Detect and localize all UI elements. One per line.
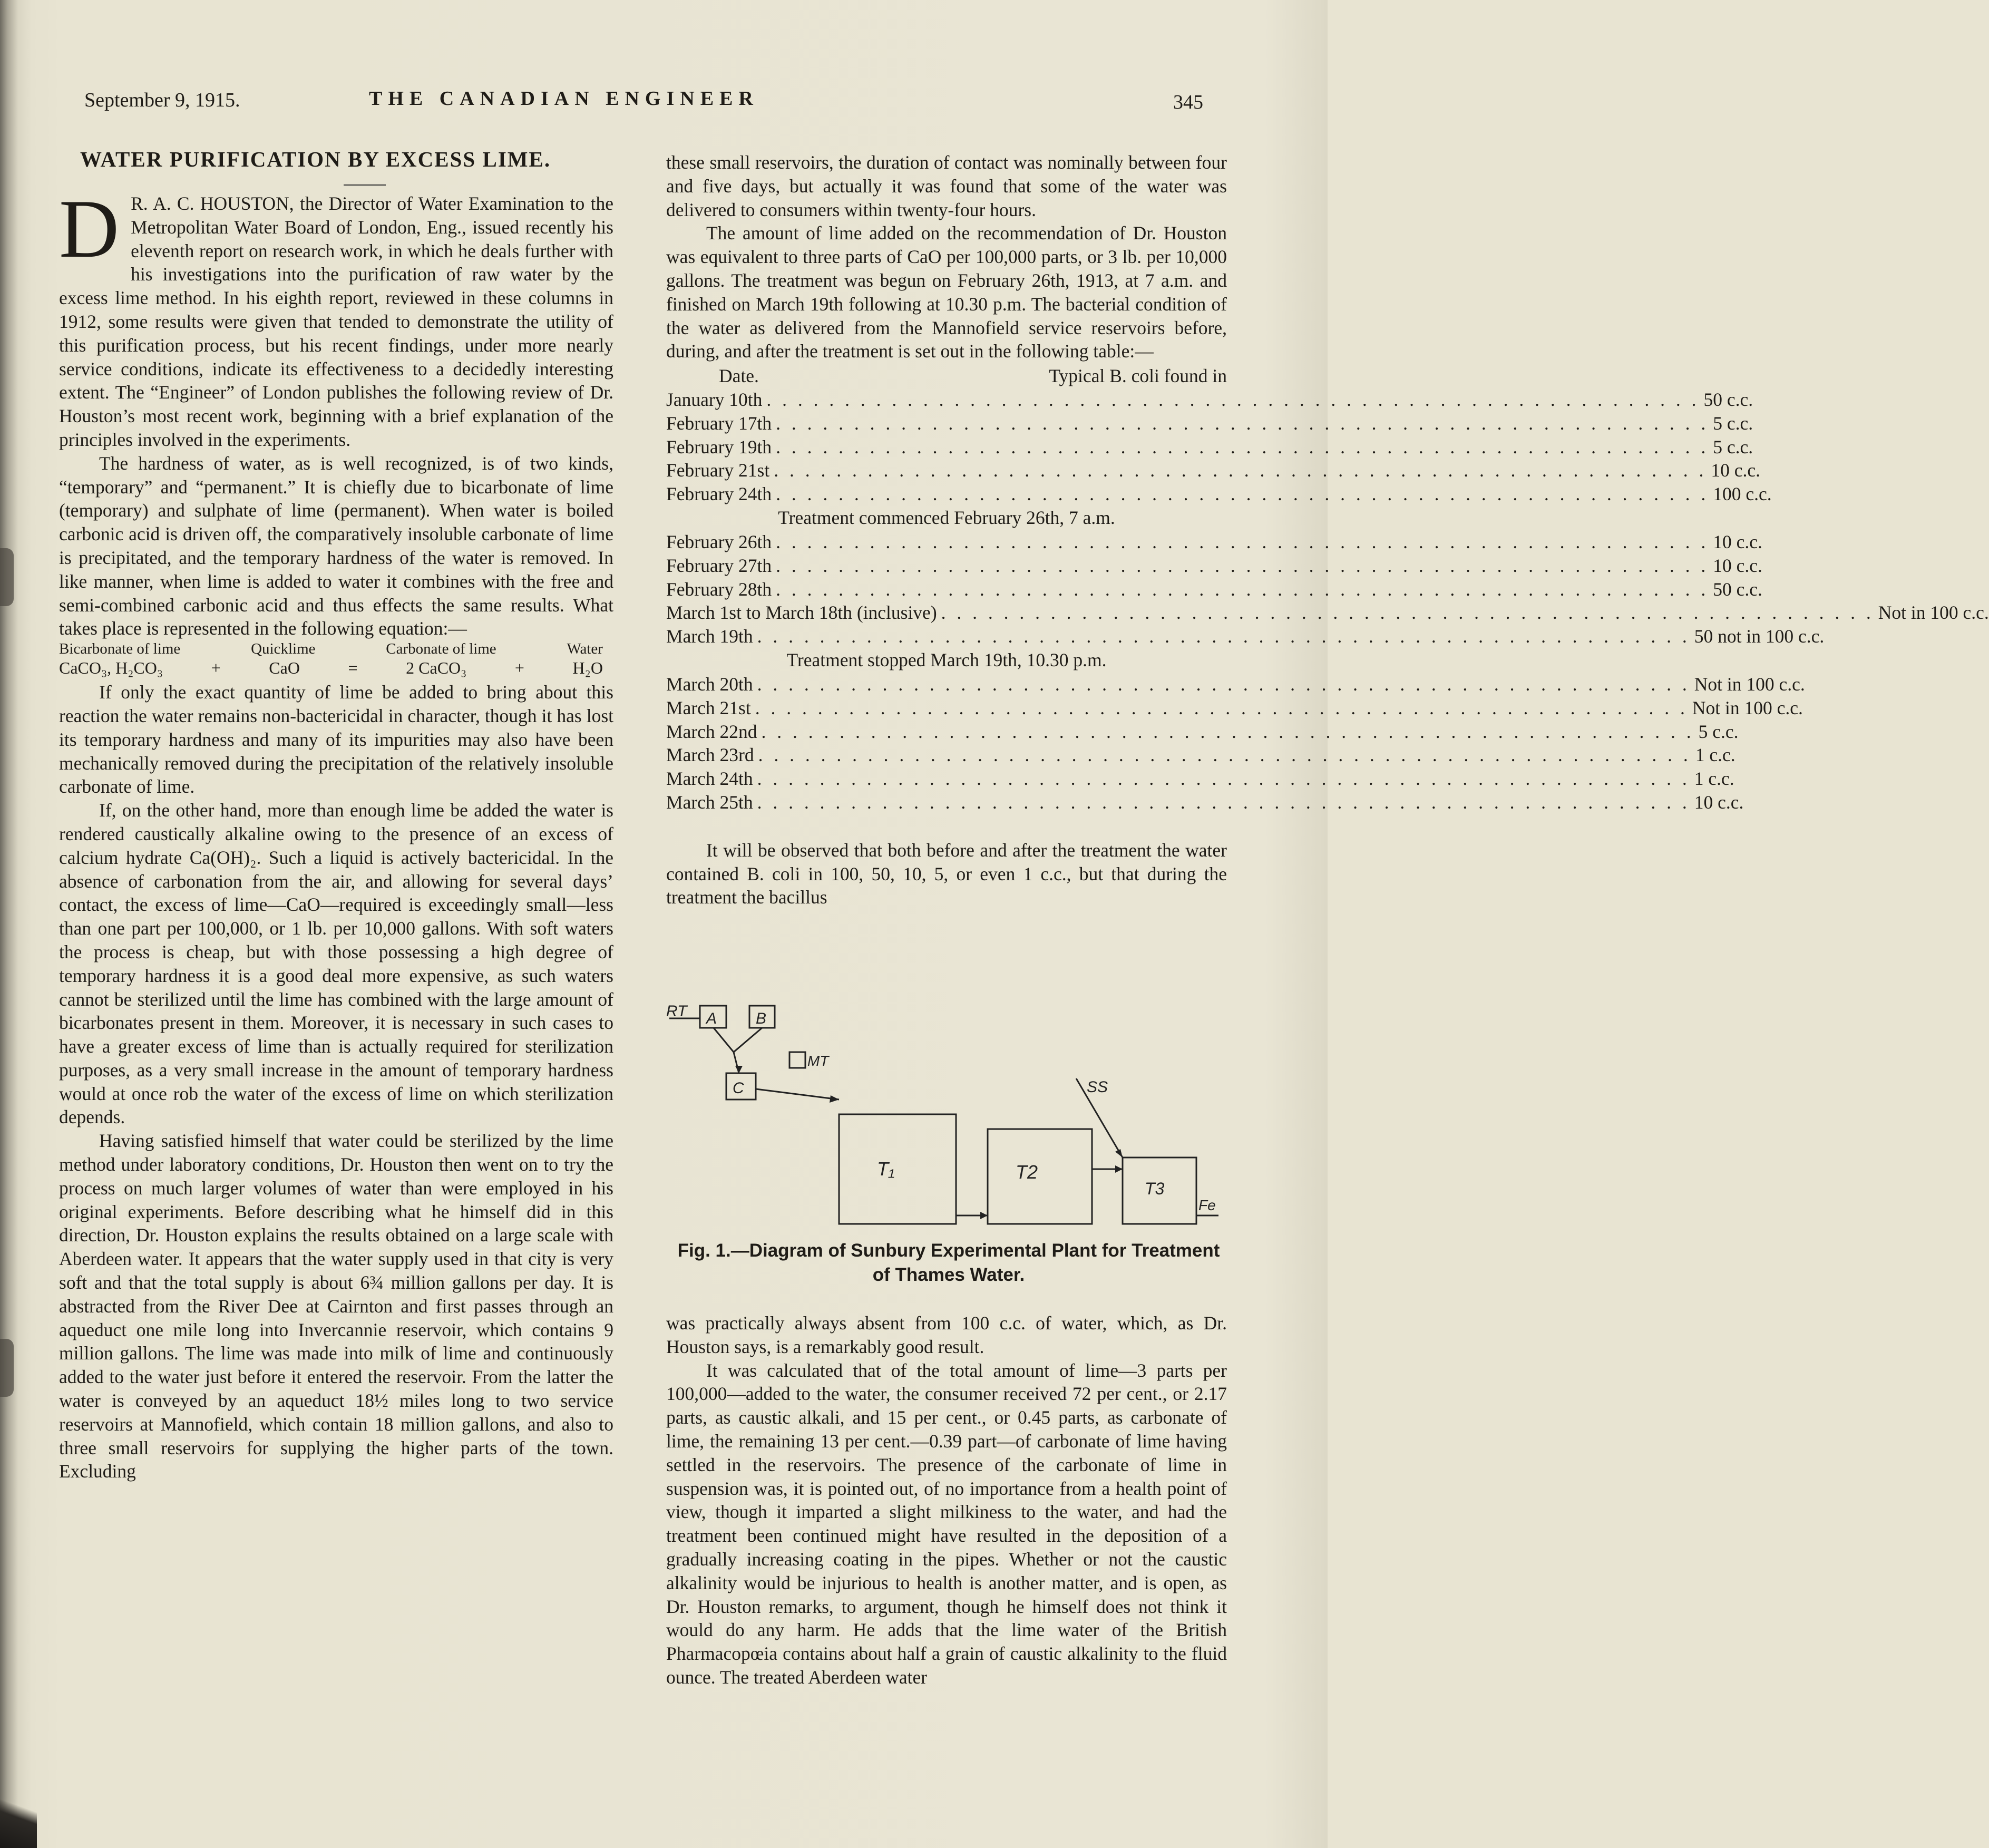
dot-leader: . . . . . . . . . . . . . . . . . . . . . . . . . . . . . . . . . . . . . . . . . . . . . . . . . . . . . . . . . . . . — [766, 388, 1700, 410]
dot-leader: . . . . . . . . . . . . . . . . . . . . . . . . . . . . . . . . . . . . . . . . . . . . . . . . . . . . . . . . . . . . — [758, 744, 1691, 766]
table-cell-date: February 17th — [666, 412, 772, 434]
table-row — [666, 743, 1735, 767]
label-a: A — [706, 1010, 717, 1027]
table-cell-coli: Not in 100 c.c. — [1692, 697, 1803, 718]
table-row — [666, 696, 1803, 720]
table-cell-coli: 50 c.c. — [1713, 578, 1762, 600]
dot-leader: . . . . . . . . . . . . . . . . . . . . . . . . . . . . . . . . . . . . . . . . . . . . . . . . . . . . . . . . . . . . — [776, 555, 1709, 576]
table-cell-date: March 24th — [666, 768, 753, 790]
box-mt — [789, 1052, 805, 1068]
dot-leader: . . . . . . . . . . . . . . . . . . . . . . . . . . . . . . . . . . . . . . . . . . . . . . . . . . . . . . . . . . . . — [757, 626, 1690, 647]
table-cell-date: March 19th — [666, 626, 753, 647]
binding-hole — [0, 548, 14, 606]
table-row — [666, 554, 1762, 578]
table-cell-coli: 10 c.c. — [1713, 555, 1762, 576]
table-cell-coli: 50 c.c. — [1703, 388, 1753, 410]
table-cell-date: February 24th — [666, 483, 772, 505]
table-note-start: Treatment commenced February 26th, 7 a.m. — [778, 507, 1115, 528]
equation-label: Carbonate of lime — [386, 640, 496, 658]
equation-labels — [59, 640, 613, 657]
table-rows-after — [666, 673, 1805, 814]
table-row — [666, 388, 1753, 412]
table-row — [666, 625, 1825, 648]
pipe-ab — [714, 1028, 762, 1052]
equation-label: Bicarbonate of lime — [59, 640, 181, 658]
equation-term: CaCO₃, H₂CO₃ — [59, 658, 163, 678]
equation-term: = — [348, 658, 358, 678]
label-rt: RT — [666, 1003, 687, 1020]
tank-t2 — [988, 1129, 1092, 1224]
dot-leader: . . . . . . . . . . . . . . . . . . . . . . . . . . . . . . . . . . . . . . . . . . . . . . . . . . . . . . . . . . . . — [757, 791, 1690, 813]
journal-title: THE CANADIAN ENGINEER — [369, 87, 759, 110]
coli-table — [666, 364, 1989, 814]
table-cell-date: March 22nd — [666, 721, 757, 742]
dot-leader: . . . . . . . . . . . . . . . . . . . . . . . . . . . . . . . . . . . . . . . . . . . . . . . . . . . . . . . . . . . . — [776, 578, 1709, 600]
table-header-date: Date. — [719, 365, 759, 387]
running-header-date: September 9, 1915. — [84, 89, 240, 111]
label-b: B — [756, 1010, 767, 1027]
paragraph-exact-quantity: If only the exact quantity of lime be added to bring about this reaction the water remains non-bactericidal in character, though it has lost its temporary hardness and many of its impurities may also have been mechanically removed during the precipitation of the relatively insoluble carbonate of lime. — [59, 682, 613, 797]
paragraph-observed: It will be observed that both before and after the treatment the water contained B. coli in 100, 50, 10, 5, or even 1 c.c., but that during the treatment the bacillus — [666, 839, 1227, 908]
paragraph-hardness: The hardness of water, as is well recognized, is of two kinds, “temporary” and “permanent.” It is chiefly due to bicarbonate of lime (temporary) and sulphate of lime (permanent). When water is boiled carbonic acid is driven off, the comparatively insoluble carbonate of lime is precipitated, and the temporary hardness of the water is removed. In like manner, when lime is added to water it combines with the free and semi-combined carbonic acid and thus effects the same results. What takes place is represented in the following equation:— — [59, 452, 613, 639]
table-header-coli: Typical B. coli found in — [1049, 365, 1227, 387]
equation-term: H₂O — [572, 658, 603, 678]
right-column-lower — [666, 1311, 1227, 1689]
label-fe: Fe — [1198, 1197, 1216, 1213]
page-number: 345 — [1173, 91, 1203, 113]
table-row — [666, 673, 1805, 696]
drop-cap: D — [59, 183, 120, 275]
table-cell-date: March 23rd — [666, 744, 754, 766]
lead-text: R. A. C. HOUSTON, the Director of Water Examination to the Metropolitan Water Board of London, Eng., issued recently his eleventh report on research work, in which he deals further with his investigations into the purification of raw water by the excess lime method. In his eighth report, reviewed in these columns in 1912, some results were given that tended to demonstrate the utility of this purification process, but his recent findings, under more nearly service conditions, indicate its effectiveness to a decidedly interesting extent. The “Engineer” of London publishes the following review of Dr. Houston’s most recent work, beginning with a brief explanation of the principles involved in the experiments. — [59, 193, 613, 450]
table-cell-coli: 1 c.c. — [1694, 768, 1734, 790]
table-row — [666, 767, 1734, 791]
table-row — [666, 720, 1739, 744]
table-cell-coli: 5 c.c. — [1713, 436, 1753, 458]
table-cell-coli: Not in 100 c.c. — [1878, 602, 1989, 624]
equation-term: CaO — [269, 658, 300, 678]
dot-leader: . . . . . . . . . . . . . . . . . . . . . . . . . . . . . . . . . . . . . . . . . . . . . . . . . . . . . . . . . . . . — [776, 483, 1709, 505]
table-cell-date: February 28th — [666, 578, 772, 600]
dot-leader: . . . . . . . . . . . . . . . . . . . . . . . . . . . . . . . . . . . . . . . . . . . . . . . . . . . . . . . . . . . . — [761, 721, 1694, 742]
dot-leader: . . . . . . . . . . . . . . . . . . . . . . . . . . . . . . . . . . . . . . . . . . . . . . . . . . . . . . . . . . . . — [776, 531, 1709, 552]
label-t2: T2 — [1016, 1161, 1038, 1183]
dot-leader: . . . . . . . . . . . . . . . . . . . . . . . . . . . . . . . . . . . . . . . . . . . . . . . . . . . . . . . . . . . . — [776, 436, 1709, 458]
table-rows-before — [666, 388, 1772, 506]
title-rule — [344, 184, 386, 186]
arrow-head — [980, 1212, 988, 1219]
page-corner-shadow — [0, 1779, 37, 1848]
label-t3: T3 — [1145, 1179, 1165, 1198]
table-row — [666, 459, 1760, 482]
table-cell-date: March 1st to March 18th (inclusive) — [666, 602, 937, 624]
dot-leader: . . . . . . . . . . . . . . . . . . . . . . . . . . . . . . . . . . . . . . . . . . . . . . . . . . . . . . . . . . . . — [941, 602, 1874, 624]
equation-label: Water — [567, 640, 603, 658]
dot-leader: . . . . . . . . . . . . . . . . . . . . . . . . . . . . . . . . . . . . . . . . . . . . . . . . . . . . . . . . . . . . — [755, 697, 1688, 718]
right-column — [666, 151, 1989, 909]
label-mt: MT — [807, 1053, 829, 1069]
table-cell-coli: 10 c.c. — [1711, 460, 1760, 481]
table-cell-date: March 21st — [666, 697, 751, 718]
table-cell-coli: 1 c.c. — [1695, 744, 1735, 766]
paragraph-excess-lime: If, on the other hand, more than enough lime be added the water is rendered caustically alkaline owing to the presence of an excess of calcium hydrate Ca(OH)₂. Such a liquid is actively bactericidal. In the absence of carbonation from the air, and allowing for several days’ contact, the excess of lime—CaO—required is exceedingly small—less than one part per 100,000, or 1 lb. per 10,000 gallons. With soft waters the process is cheap, but with those possessing a high degree of temporary hardness it is a good deal more expensive, as such waters cannot be sterilized until the lime has combined with the large amount of bicarbonates present in them. Moreover, it is necessary in such cases to have a greater excess of lime than is actually required for sterilization purposes, as a very small increase in the amount of temporary hardness would at once rob the water of the excess of lime on which sterilization depends. — [59, 800, 613, 1128]
table-cell-coli: Not in 100 c.c. — [1694, 673, 1805, 695]
table-cell-coli: 10 c.c. — [1713, 531, 1762, 552]
table-cell-date: February 21st — [666, 460, 770, 481]
dot-leader: . . . . . . . . . . . . . . . . . . . . . . . . . . . . . . . . . . . . . . . . . . . . . . . . . . . . . . . . . . . . — [776, 412, 1709, 434]
table-header — [666, 364, 1227, 388]
table-cell-coli: 5 c.c. — [1713, 412, 1753, 434]
label-t1: T₁ — [877, 1158, 895, 1180]
table-cell-date: January 10th — [666, 388, 763, 410]
label-ss: SS — [1087, 1078, 1108, 1096]
chemical-equation — [59, 658, 613, 677]
table-cell-coli: 100 c.c. — [1713, 483, 1772, 505]
table-cell-date: March 25th — [666, 791, 753, 813]
equation-term: + — [514, 658, 524, 678]
arrow-head — [1115, 1165, 1123, 1173]
table-row — [666, 482, 1772, 506]
table-cell-coli: 5 c.c. — [1698, 721, 1739, 742]
table-note-stop: Treatment stopped March 19th, 10.30 p.m. — [786, 649, 1107, 670]
label-c: C — [733, 1079, 744, 1097]
plant-diagram — [665, 999, 1229, 1226]
paragraph-lime-amount: The amount of lime added on the recommendation of Dr. Houston was equivalent to three parts of CaO per 100,000 parts, or 3 lb. per 10,000 gallons. The treatment was begun on February 26th, 1913, at 7 a.m. and finished on March 19th following at 10.30 p.m. The bacterial condition of the water as delivered from the Mannofield service reservoirs before, during, and after the treatment is set out in the following table:— — [666, 222, 1227, 362]
paragraph-continued: these small reservoirs, the duration of contact was nominally between four and five days, but actually it was found that some of the water was delivered to consumers within twenty-four hours. — [666, 152, 1227, 220]
table-row — [666, 530, 1762, 554]
equation-label: Quicklime — [251, 640, 316, 658]
arrow-head — [1115, 1149, 1123, 1158]
table-cell-coli: 50 not in 100 c.c. — [1694, 626, 1825, 647]
dot-leader: . . . . . . . . . . . . . . . . . . . . . . . . . . . . . . . . . . . . . . . . . . . . . . . . . . . . . . . . . . . . — [774, 460, 1707, 481]
arrow-head — [735, 1066, 743, 1073]
paragraph-aberdeen: Having satisfied himself that water could be sterilized by the lime method under laboratory conditions, Dr. Houston then went on to try the process on much larger volumes of water than were employed in his original experiments. Before describing what he himself did in this direction, Dr. Houston explains the results obtained on a large scale with Aberdeen water. It appears that the water supply used in that city is very soft and that the total supply is about 6¾ million gallons per day. It is abstracted from the River Dee at Cairnton and first passes through an aqueduct one mile long into Invercannie reservoir, which contains 9 million gallons. The lime was made into milk of lime and continuously added to the water just before it entered the reservoir. From the latter the water is conveyed by an aqueduct 18½ miles long to two service reservoirs at Mannofield, which contain 18 million gallons, and also to three small reservoirs for supplying the higher parts of the town. Excluding — [59, 1130, 613, 1482]
table-cell-date: February 27th — [666, 555, 772, 576]
table-row — [666, 791, 1744, 814]
table-row — [666, 435, 1753, 459]
plant-diagram-svg — [665, 999, 1229, 1226]
dot-leader: . . . . . . . . . . . . . . . . . . . . . . . . . . . . . . . . . . . . . . . . . . . . . . . . . . . . . . . . . . . . — [757, 768, 1690, 790]
equation-term: 2 CaCO₃ — [406, 658, 467, 678]
equation-term: + — [211, 658, 221, 678]
lead-paragraph — [59, 183, 613, 452]
table-cell-date: February 19th — [666, 436, 772, 458]
table-row — [666, 578, 1762, 601]
table-cell-date: February 26th — [666, 531, 772, 552]
article-title: WATER PURIFICATION BY EXCESS LIME. — [80, 147, 551, 171]
table-row — [666, 601, 1989, 625]
paragraph-absent: was practically always absent from 100 c.c. of water, which, as Dr. Houston says, is a remarkably good result. — [666, 1312, 1227, 1357]
table-rows-during — [666, 530, 1989, 648]
table-row — [666, 412, 1753, 435]
table-cell-date: March 20th — [666, 673, 753, 695]
paragraph-calculated: It was calculated that of the total amount of lime—3 parts per 100,000—added to the water, the consumer received 72 per cent., or 2.17 parts, as caustic alkali, and 15 per cent., or 0.45 parts, as carbonate of lime, the remaining 13 per cent.—0.39 part—of carbonate of lime having settled in the reservoirs. The presence of the carbonate of lime in suspension was, it is pointed out, of no importance from a health point of view, though it imparted a slight milkiness to the water, and had the treatment been continued might have resulted in the deposition of a gradually increasing coating in the pipes. Whether or not the caustic alkalinity would be injurious to health is another matter, and is open, as Dr. Houston remarks, to argument, though he himself does not think it would do any harm. He adds that the lime water of the British Pharmacopœia contains about half a grain of caustic alkalinity to the fluid ounce. The treated Aberdeen water — [666, 1359, 1227, 1688]
figure-caption: Fig. 1.—Diagram of Sunbury Experimental Plant for Treatment of Thames Water. — [677, 1240, 1220, 1285]
dot-leader: . . . . . . . . . . . . . . . . . . . . . . . . . . . . . . . . . . . . . . . . . . . . . . . . . . . . . . . . . . . . — [757, 673, 1690, 695]
arrow-head — [830, 1095, 839, 1103]
table-cell-coli: 10 c.c. — [1694, 791, 1744, 813]
pipe-c-t1 — [756, 1089, 839, 1100]
binding-hole — [0, 1339, 14, 1397]
tank-t1 — [839, 1114, 956, 1224]
left-column — [59, 143, 613, 1483]
